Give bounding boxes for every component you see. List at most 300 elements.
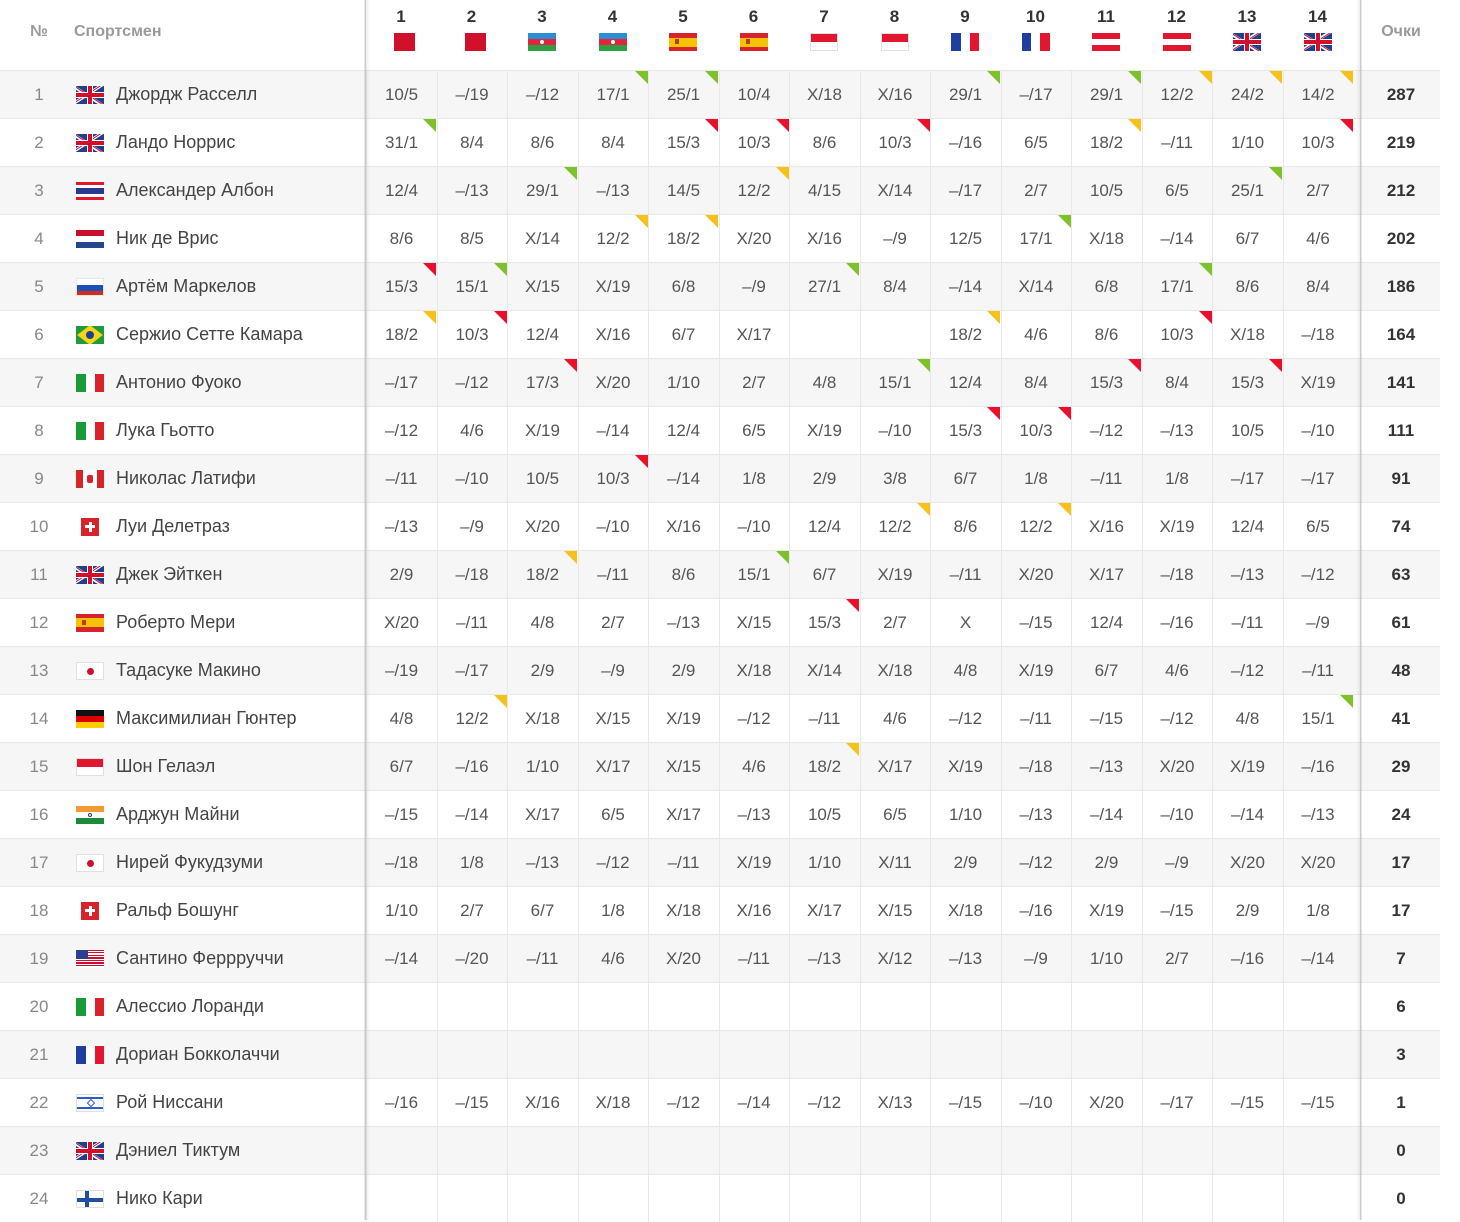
result-cell	[648, 407, 718, 454]
result-cell	[860, 119, 930, 166]
result-cell	[578, 839, 648, 886]
result-cell	[1212, 1175, 1282, 1222]
result-value: 4/6	[1024, 325, 1048, 344]
result-value: 29/1	[525, 181, 560, 200]
result-cell	[860, 743, 930, 790]
result-value: –/17	[948, 181, 983, 200]
result-value: –/17	[1230, 469, 1265, 488]
result-value: –/18	[455, 565, 489, 584]
result-value: –/9	[1024, 949, 1048, 968]
table-row	[0, 694, 1440, 742]
result-value: –/11	[949, 565, 982, 584]
result-value: –/12	[1301, 565, 1335, 584]
result-cell	[366, 119, 436, 166]
result-cell	[1283, 1079, 1353, 1126]
result-value: 18/2	[1089, 133, 1124, 152]
result-value: 14/5	[666, 181, 701, 200]
result-value: 8/6	[530, 133, 555, 152]
table-row	[0, 886, 1440, 934]
round-header-13	[1212, 0, 1282, 70]
flag-germany-icon	[76, 710, 104, 728]
result-cell	[507, 1175, 577, 1222]
result-cell	[1142, 407, 1212, 454]
result-value: X/20	[666, 949, 701, 968]
position-column-header: №	[30, 23, 48, 40]
result-value: 1/10	[525, 757, 560, 776]
result-value: –/16	[384, 1093, 419, 1112]
position-cell: 17	[29, 853, 49, 872]
result-value: X/17	[1089, 565, 1124, 584]
result-cell	[860, 167, 930, 214]
result-cell	[437, 119, 507, 166]
result-cell	[719, 263, 789, 310]
result-value: –/11	[456, 613, 488, 632]
result-value: 6/7	[530, 901, 555, 920]
result-value: 12/4	[807, 517, 842, 536]
round-number: 1	[396, 7, 406, 26]
result-value: 17/3	[525, 373, 560, 392]
result-cell	[1142, 167, 1212, 214]
result-cell	[578, 503, 648, 550]
result-cell	[578, 983, 648, 1030]
result-cell	[789, 71, 859, 118]
result-value: –/15	[1301, 1093, 1335, 1112]
result-value: 27/1	[807, 277, 842, 296]
result-cell	[507, 407, 577, 454]
result-value: X/20	[1230, 853, 1265, 872]
result-value: X/19	[877, 565, 913, 584]
result-cell	[1212, 359, 1282, 406]
result-cell	[507, 71, 577, 118]
position-cell: 4	[34, 229, 44, 248]
result-value: 8/4	[601, 133, 625, 152]
points-cell: 202	[1386, 229, 1416, 248]
result-value: 18/2	[384, 325, 419, 344]
result-value: X/16	[1089, 517, 1124, 536]
result-cell	[578, 1031, 648, 1078]
result-cell	[930, 1031, 1000, 1078]
result-value: X/18	[525, 709, 560, 728]
flag-netherlands-icon	[76, 230, 104, 248]
driver-name: Сантино Феррруччи	[116, 948, 284, 968]
result-value: 8/6	[389, 229, 414, 248]
driver-cell	[76, 1175, 203, 1222]
points-column-header: Очки	[1381, 23, 1421, 40]
divider-shadow	[364, 0, 370, 1220]
result-cell	[719, 359, 789, 406]
position-cell: 5	[34, 277, 44, 296]
win-marker-icon	[846, 263, 859, 276]
driver-cell	[76, 1127, 240, 1174]
result-value: –/19	[455, 85, 489, 104]
fastest-lap-marker-icon	[564, 551, 577, 564]
driver-name: Дориан Бокколаччи	[116, 1044, 280, 1064]
result-cell	[719, 839, 789, 886]
result-cell	[789, 551, 859, 598]
result-value: 10/5	[1230, 421, 1265, 440]
result-cell	[437, 407, 507, 454]
result-cell	[578, 359, 648, 406]
result-value: –/14	[455, 805, 489, 824]
result-cell	[1142, 311, 1212, 358]
result-value: –/11	[1302, 661, 1334, 680]
result-value: X/14	[877, 181, 913, 200]
result-cell	[1283, 695, 1353, 742]
flag-switzerland-icon	[76, 902, 104, 920]
flag-thailand-icon	[76, 182, 104, 200]
points-cell: 91	[1391, 469, 1411, 488]
table-row	[0, 262, 1440, 310]
driver-cell	[76, 455, 256, 502]
points-cell: 24	[1391, 805, 1411, 824]
result-value: X/17	[525, 805, 560, 824]
result-cell	[366, 1031, 436, 1078]
result-cell	[1142, 935, 1212, 982]
result-value: X/19	[736, 853, 772, 872]
result-cell	[1071, 119, 1141, 166]
result-value: 8/6	[1235, 277, 1260, 296]
result-value: 8/4	[460, 133, 484, 152]
win-marker-icon	[1199, 263, 1212, 276]
result-cell	[578, 791, 648, 838]
result-value: –/13	[384, 517, 419, 536]
result-cell	[648, 1079, 718, 1126]
result-cell	[930, 1079, 1000, 1126]
result-value: 29/1	[948, 85, 983, 104]
driver-name: Артём Маркелов	[116, 276, 257, 296]
result-cell	[789, 743, 859, 790]
result-cell	[1142, 647, 1212, 694]
result-value: –/17	[1019, 85, 1053, 104]
driver-name: Арджун Майни	[116, 804, 240, 824]
result-cell	[1142, 599, 1212, 646]
result-cell	[578, 743, 648, 790]
result-cell	[437, 551, 507, 598]
result-cell	[1071, 695, 1141, 742]
result-cell	[366, 743, 436, 790]
result-value: X/20	[1159, 757, 1195, 776]
result-cell	[437, 695, 507, 742]
win-marker-icon	[1128, 71, 1141, 84]
result-cell	[648, 1175, 718, 1222]
result-value: –/10	[1019, 1093, 1053, 1112]
result-cell	[648, 71, 718, 118]
result-value: –/12	[666, 1093, 701, 1112]
result-cell	[578, 695, 648, 742]
result-cell	[930, 983, 1000, 1030]
result-value: –/13	[1089, 757, 1124, 776]
driver-cell	[76, 71, 257, 118]
result-cell	[930, 647, 1000, 694]
result-value: 4/6	[601, 949, 625, 968]
result-cell	[1142, 1079, 1212, 1126]
driver-name: Александер Албон	[116, 180, 274, 200]
result-cell	[930, 935, 1000, 982]
result-cell	[930, 71, 1000, 118]
result-cell	[366, 1175, 436, 1222]
driver-cell	[76, 1031, 280, 1078]
result-cell	[507, 311, 577, 358]
result-value: 12/4	[948, 373, 983, 392]
result-cell	[507, 935, 577, 982]
result-value: 4/8	[953, 661, 978, 680]
result-value: 2/7	[460, 901, 484, 920]
result-cell	[578, 311, 648, 358]
result-cell	[366, 695, 436, 742]
result-cell	[507, 983, 577, 1030]
round-number: 14	[1308, 7, 1327, 26]
points-cell: 74	[1391, 517, 1411, 536]
result-cell	[930, 743, 1000, 790]
result-value: –/10	[737, 517, 771, 536]
pole-marker-icon	[564, 359, 577, 372]
result-value: –/12	[596, 853, 630, 872]
driver-name: Сержио Сетте Камара	[116, 324, 303, 344]
result-cell	[1212, 407, 1282, 454]
result-cell	[507, 695, 577, 742]
result-value: –/18	[1160, 565, 1194, 584]
points-cell: 111	[1387, 421, 1415, 440]
flag-spain-icon	[669, 33, 697, 51]
result-value: 1/8	[742, 469, 766, 488]
result-cell	[1071, 263, 1141, 310]
driver-cell	[76, 839, 263, 886]
result-cell	[1001, 1175, 1071, 1222]
result-cell	[789, 887, 859, 934]
result-value: 8/6	[953, 517, 978, 536]
result-value: 6/7	[1094, 661, 1119, 680]
flag-france-icon	[951, 33, 979, 51]
result-value: 25/1	[666, 85, 701, 104]
result-cell	[366, 935, 436, 982]
result-cell	[1071, 839, 1141, 886]
table-row	[0, 454, 1440, 502]
result-cell	[366, 983, 436, 1030]
result-cell	[1142, 263, 1212, 310]
result-cell	[1212, 599, 1282, 646]
position-cell: 22	[29, 1093, 49, 1112]
result-value: 15/3	[948, 421, 983, 440]
result-cell	[648, 119, 718, 166]
result-cell	[366, 503, 436, 550]
result-cell	[1142, 359, 1212, 406]
result-cell	[578, 647, 648, 694]
driver-name: Джек Эйткен	[116, 564, 223, 584]
result-value: 6/5	[1165, 181, 1189, 200]
result-value: 8/4	[1024, 373, 1048, 392]
result-value: –/13	[737, 805, 771, 824]
result-cell	[1283, 551, 1353, 598]
result-cell	[648, 551, 718, 598]
result-value: 14/2	[1301, 85, 1335, 104]
result-cell	[1001, 599, 1071, 646]
result-cell	[1001, 551, 1071, 598]
result-cell	[648, 647, 718, 694]
result-cell	[507, 119, 577, 166]
result-value: 1/8	[601, 901, 625, 920]
result-value: 4/8	[812, 373, 837, 392]
result-value: X/17	[595, 757, 631, 776]
result-cell	[719, 791, 789, 838]
result-cell	[1001, 167, 1071, 214]
table-header	[0, 0, 1440, 70]
result-cell	[437, 1127, 507, 1174]
result-cell	[860, 1127, 930, 1174]
position-cell: 7	[34, 373, 44, 392]
result-cell	[719, 551, 789, 598]
result-value: 6/7	[389, 757, 414, 776]
flag-italy-icon	[76, 422, 104, 440]
result-cell	[930, 791, 1000, 838]
result-cell	[366, 407, 436, 454]
result-cell	[1071, 551, 1141, 598]
result-value: 4/6	[883, 709, 907, 728]
result-cell	[789, 935, 859, 982]
result-value: X/14	[807, 661, 842, 680]
win-marker-icon	[776, 551, 789, 564]
flag-austria-icon	[1092, 33, 1120, 51]
result-cell	[578, 935, 648, 982]
result-value: 8/6	[812, 133, 837, 152]
result-value: X/17	[736, 325, 772, 344]
points-cell: 41	[1391, 709, 1411, 728]
result-value: X/19	[807, 421, 842, 440]
result-cell	[507, 1079, 577, 1126]
result-cell	[719, 407, 789, 454]
flag-italy-icon	[76, 998, 104, 1016]
flag-gb-icon	[76, 566, 104, 584]
result-value: 4/15	[807, 181, 842, 200]
flag-india-icon	[76, 806, 104, 824]
driver-cell	[76, 791, 240, 838]
result-value: X/15	[736, 613, 772, 632]
result-value: –/10	[1301, 421, 1335, 440]
driver-name: Дэниел Тиктум	[116, 1140, 241, 1160]
pole-marker-icon	[1340, 119, 1353, 132]
result-cell	[1071, 455, 1141, 502]
result-value: –/18	[384, 853, 419, 872]
result-cell	[437, 1175, 507, 1222]
result-cell	[1283, 407, 1353, 454]
driver-name: Лука Гьотто	[116, 420, 215, 440]
result-cell	[648, 1031, 718, 1078]
result-value: 1/10	[948, 805, 983, 824]
result-cell	[1283, 503, 1353, 550]
result-value: 10/3	[1019, 421, 1053, 440]
result-value: 1/10	[1089, 949, 1124, 968]
result-cell	[719, 743, 789, 790]
driver-name: Луи Делетраз	[116, 516, 230, 536]
result-value: X/16	[736, 901, 772, 920]
result-cell	[860, 1175, 930, 1222]
result-cell	[1142, 503, 1212, 550]
result-value: 2/9	[812, 469, 837, 488]
result-value: X/17	[877, 757, 913, 776]
result-cell	[437, 839, 507, 886]
result-value: 4/6	[1165, 661, 1189, 680]
flag-switzerland-icon	[76, 518, 104, 536]
result-value: –/9	[601, 661, 625, 680]
fastest-lap-marker-icon	[1340, 71, 1353, 84]
result-value: 17/1	[1160, 277, 1194, 296]
driver-name: Нико Кари	[116, 1188, 203, 1208]
result-cell	[437, 167, 507, 214]
result-value: X/16	[525, 1093, 560, 1112]
pole-marker-icon	[776, 119, 789, 132]
result-value: 2/7	[1024, 181, 1048, 200]
fastest-lap-marker-icon	[917, 503, 930, 516]
result-value: –/13	[455, 181, 489, 200]
result-value: 1/8	[1165, 469, 1189, 488]
result-value: 2/9	[1235, 901, 1260, 920]
result-cell	[719, 935, 789, 982]
result-cell	[1071, 983, 1141, 1030]
round-number: 7	[819, 7, 829, 26]
points-cell: 29	[1391, 757, 1411, 776]
result-cell	[1142, 791, 1212, 838]
flag-israel-icon	[76, 1094, 104, 1112]
result-value: –/13	[807, 949, 842, 968]
result-cell	[648, 359, 718, 406]
result-value: 10/3	[1160, 325, 1194, 344]
result-cell	[1001, 887, 1071, 934]
result-cell	[648, 455, 718, 502]
result-cell	[1001, 791, 1071, 838]
result-value: X/17	[666, 805, 701, 824]
result-cell	[789, 1079, 859, 1126]
result-value: X/16	[877, 85, 913, 104]
result-cell	[860, 935, 930, 982]
result-cell	[719, 503, 789, 550]
result-cell	[930, 551, 1000, 598]
result-value: 15/3	[807, 613, 842, 632]
result-value: 2/9	[389, 565, 414, 584]
result-value: 15/1	[1301, 709, 1335, 728]
round-header-5	[648, 0, 718, 70]
result-value: –/14	[1230, 805, 1265, 824]
result-cell	[507, 263, 577, 310]
result-cell	[930, 359, 1000, 406]
pole-marker-icon	[1128, 359, 1141, 372]
fastest-lap-marker-icon	[846, 743, 859, 756]
result-value: –/16	[1301, 757, 1335, 776]
fastest-lap-marker-icon	[1128, 119, 1141, 132]
result-value: –/9	[1306, 613, 1330, 632]
result-value: –/12	[737, 709, 771, 728]
table-row	[0, 742, 1440, 790]
win-marker-icon	[564, 167, 577, 180]
result-cell	[719, 119, 789, 166]
result-value: X/14	[1018, 277, 1054, 296]
result-value: –/10	[1160, 805, 1194, 824]
round-header-4	[578, 0, 648, 70]
round-number: 13	[1237, 7, 1257, 26]
fastest-lap-marker-icon	[494, 695, 507, 708]
flag-japan-icon	[76, 662, 104, 680]
result-cell	[366, 599, 436, 646]
result-value: X/20	[525, 517, 560, 536]
round-number: 12	[1167, 7, 1186, 26]
driver-cell	[76, 695, 297, 742]
result-cell	[437, 215, 507, 262]
result-cell	[789, 839, 859, 886]
result-cell	[1071, 599, 1141, 646]
result-value: –/19	[384, 661, 419, 680]
result-cell	[719, 1079, 789, 1126]
pole-marker-icon	[1058, 407, 1071, 420]
result-value: –/17	[384, 373, 419, 392]
result-value: –/15	[384, 805, 419, 824]
